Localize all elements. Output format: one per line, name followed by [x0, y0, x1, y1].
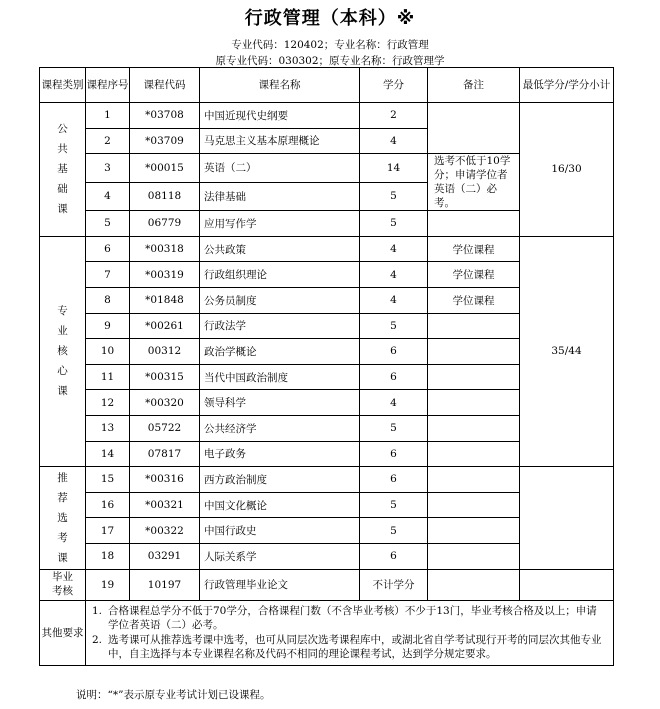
course-credit: 4: [360, 128, 428, 154]
course-row: [40, 103, 614, 129]
min-credit-subtotal: [520, 569, 614, 600]
page-title: 行政管理（本科）※: [244, 8, 416, 29]
course-category: 公共基础课: [40, 103, 86, 237]
course-credit: 6: [360, 543, 428, 569]
course-seq: 8: [86, 287, 130, 313]
course-note: [428, 492, 520, 518]
course-credit: 5: [360, 211, 428, 237]
course-seq: 11: [86, 364, 130, 390]
course-name: 人际关系学: [200, 543, 360, 569]
course-note: [428, 467, 520, 493]
course-seq: 17: [86, 518, 130, 544]
course-note: [428, 518, 520, 544]
min-credit-subtotal: [520, 467, 614, 569]
header-seq: 课程序号: [86, 68, 130, 103]
course-name: 公共政策: [200, 236, 360, 262]
course-row: [40, 236, 614, 262]
course-code: *00322: [130, 518, 200, 544]
header-credit: 学分: [360, 68, 428, 103]
course-code: 00312: [130, 339, 200, 365]
course-note: [428, 211, 520, 237]
course-code: *00316: [130, 467, 200, 493]
course-name: 电子政务: [200, 441, 360, 467]
header-note: 备注: [428, 68, 520, 103]
course-name: 中国文化概论: [200, 492, 360, 518]
course-row: [40, 467, 614, 493]
course-credit: 不计学分: [360, 569, 428, 600]
course-code: *00015: [130, 154, 200, 183]
course-credit: 5: [360, 182, 428, 211]
course-seq: 10: [86, 339, 130, 365]
original-major-info: 原专业代码：030302；原专业名称：行政管理学: [215, 55, 445, 67]
course-seq: 14: [86, 441, 130, 467]
course-name: 西方政治制度: [200, 467, 360, 493]
course-name: 行政组织理论: [200, 262, 360, 288]
course-code: *00315: [130, 364, 200, 390]
header-code: 课程代码: [130, 68, 200, 103]
requirement-item-1: 1. 合格课程总学分不低于70学分，合格课程门数（不含毕业考核）不少于13门，毕业考核合格及以上；申请学位者英语（二）必考。: [92, 604, 597, 631]
course-seq: 12: [86, 390, 130, 416]
major-info: 专业代码：120402；专业名称：行政管理: [231, 39, 429, 51]
course-seq: 3: [86, 154, 130, 183]
course-name: 英语（二）: [200, 154, 360, 183]
course-credit: 4: [360, 262, 428, 288]
course-name: 政治学概论: [200, 339, 360, 365]
course-note: 学位课程: [428, 287, 520, 313]
course-note: [428, 441, 520, 467]
course-note: [428, 569, 520, 600]
course-name: 应用写作学: [200, 211, 360, 237]
course-seq: 5: [86, 211, 130, 237]
other-requirements-text: [86, 600, 614, 665]
course-name: 法律基础: [200, 182, 360, 211]
group-note: 选考不低于10学分；申请学位者英语（二）必考。: [428, 154, 520, 211]
course-seq: 13: [86, 415, 130, 441]
course-seq: 6: [86, 236, 130, 262]
min-credit-subtotal: 35/44: [520, 236, 614, 466]
course-category: 毕业考核: [40, 569, 86, 600]
header-min-credit: 最低学分/学分小计: [520, 68, 614, 103]
header-category: 课程类别: [40, 68, 86, 103]
min-credit-subtotal: 16/30: [520, 103, 614, 237]
course-row: [40, 569, 614, 600]
course-note: [428, 364, 520, 390]
course-credit: 5: [360, 313, 428, 339]
course-credit: 4: [360, 287, 428, 313]
course-code: *00318: [130, 236, 200, 262]
course-credit: 4: [360, 236, 428, 262]
course-name: 公务员制度: [200, 287, 360, 313]
course-note: 学位课程: [428, 262, 520, 288]
course-code: 03291: [130, 543, 200, 569]
course-code: *03709: [130, 128, 200, 154]
course-credit: 6: [360, 339, 428, 365]
course-code: 07817: [130, 441, 200, 467]
course-category: 推荐选考课: [40, 467, 86, 569]
header-row: [40, 68, 614, 103]
course-name: 公共经济学: [200, 415, 360, 441]
course-name: 中国近现代史纲要: [200, 103, 360, 129]
course-note: [428, 103, 520, 154]
course-seq: 7: [86, 262, 130, 288]
course-note: [428, 543, 520, 569]
course-category: 专业核心课: [40, 236, 86, 466]
course-name: 中国行政史: [200, 518, 360, 544]
course-code: *00261: [130, 313, 200, 339]
course-credit: 6: [360, 441, 428, 467]
course-name: 马克思主义基本原理概论: [200, 128, 360, 154]
course-seq: 2: [86, 128, 130, 154]
other-requirements-label: 其他要求: [40, 600, 86, 665]
course-seq: 16: [86, 492, 130, 518]
course-seq: 1: [86, 103, 130, 129]
course-note: 学位课程: [428, 236, 520, 262]
course-code: *00321: [130, 492, 200, 518]
course-credit: 6: [360, 364, 428, 390]
requirement-item-2: 2. 选考课可从推荐选考课中选考，也可从同层次选考课程库中，或湖北省自学考试现行开考的同层次其他专业中，自主选择与本专业课程名称及代码不相同的理论课程考试，达到学分规定要求。: [92, 633, 602, 660]
course-seq: 4: [86, 182, 130, 211]
course-seq: 18: [86, 543, 130, 569]
course-name: 行政法学: [200, 313, 360, 339]
course-code: *00319: [130, 262, 200, 288]
course-credit: 6: [360, 467, 428, 493]
other-requirements-row: [40, 600, 614, 665]
course-code: 10197: [130, 569, 200, 600]
course-code: *00320: [130, 390, 200, 416]
course-seq: 15: [86, 467, 130, 493]
course-credit: 4: [360, 390, 428, 416]
course-credit: 5: [360, 415, 428, 441]
course-credit: 5: [360, 492, 428, 518]
course-seq: 9: [86, 313, 130, 339]
course-note: [428, 390, 520, 416]
course-credit: 5: [360, 518, 428, 544]
course-code: 05722: [130, 415, 200, 441]
course-code: 06779: [130, 211, 200, 237]
header-name: 课程名称: [200, 68, 360, 103]
course-note: [428, 415, 520, 441]
course-name: 当代中国政治制度: [200, 364, 360, 390]
course-code: 08118: [130, 182, 200, 211]
course-name: 行政管理毕业论文: [200, 569, 360, 600]
course-code: *03708: [130, 103, 200, 129]
course-code: *01848: [130, 287, 200, 313]
course-credit: 14: [360, 154, 428, 183]
course-note: [428, 313, 520, 339]
course-note: [428, 339, 520, 365]
course-credit: 2: [360, 103, 428, 129]
footnote: 说明：“*”表示原专业考试计划已设课程。: [76, 689, 271, 701]
course-plan-table: [39, 67, 614, 666]
course-seq: 19: [86, 569, 130, 600]
course-name: 领导科学: [200, 390, 360, 416]
